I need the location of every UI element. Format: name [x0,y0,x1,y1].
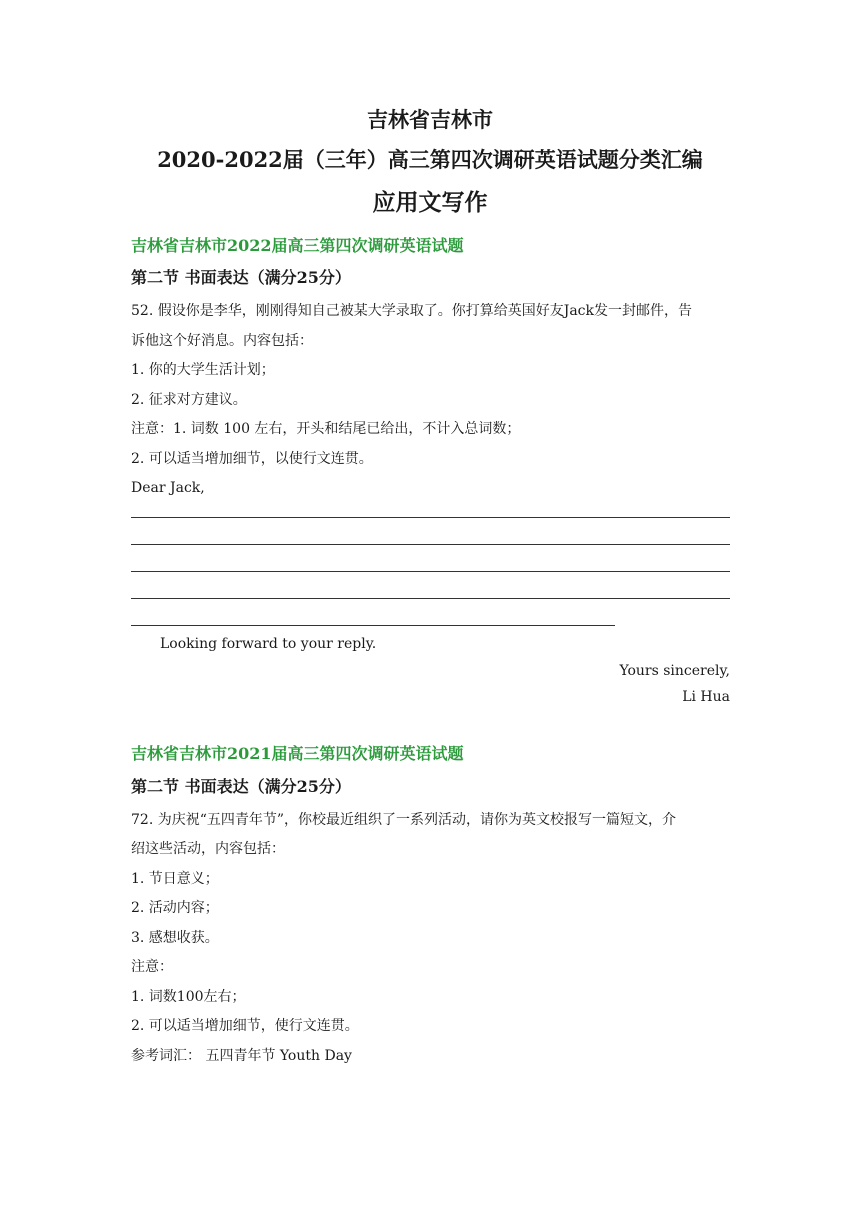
letter-greeting: Dear Jack, [131,480,205,496]
prompt-line: 诉他这个好消息。内容包括： [131,333,313,349]
answer-line [131,544,730,545]
part-heading-2021: 第二节 书面表达（满分25分） [131,777,351,796]
letter-signoff: Yours sincerely, [619,663,730,679]
note-line: 2. 可以适当增加细节，使行文连贯。 [131,1018,359,1034]
content-item: 2. 征求对方建议。 [131,392,247,408]
prompt-line: 72. 为庆祝“五四青年节”，你校最近组织了一系列活动，请你为英文校报写一篇短文，介 [131,812,677,828]
part-heading-2022: 第二节 书面表达（满分25分） [131,268,351,287]
content-item: 1. 你的大学生活计划； [131,362,275,378]
content-item: 3. 感想收获。 [131,930,219,946]
note-line: 2. 可以适当增加细节，以使行文连贯。 [131,451,373,467]
note-line: 注意：1. 词数 100 左右，开头和结尾已给出，不计入总词数； [131,421,521,437]
content-item: 2. 活动内容； [131,900,219,916]
vocab-reference: 参考词汇： 五四青年节 Youth Day [131,1048,352,1064]
letter-closing: Looking forward to your reply. [160,636,377,652]
prompt-line: 52. 假设你是李华，刚刚得知自己被某大学录取了。你打算给英国好友Jack发一封邮件，告 [131,303,692,319]
answer-line [131,571,730,572]
answer-line [131,625,615,626]
content-item: 1. 节日意义； [131,871,219,887]
letter-signature: Li Hua [682,689,730,705]
note-line: 1. 词数100左右； [131,989,246,1005]
section-source-2022: 吉林省吉林市2022届高三第四次调研英语试题 [131,236,464,255]
note-label: 注意： [131,959,173,975]
prompt-line: 绍这些活动，内容包括： [131,841,285,857]
answer-line [131,598,730,599]
title-region: 吉林省吉林市 [367,107,493,132]
title-topic: 应用文写作 [372,189,488,216]
section-source-2021: 吉林省吉林市2021届高三第四次调研英语试题 [131,744,464,763]
title-collection: 2020-2022届（三年）高三第四次调研英语试题分类汇编 [157,147,703,172]
answer-line [131,517,730,518]
